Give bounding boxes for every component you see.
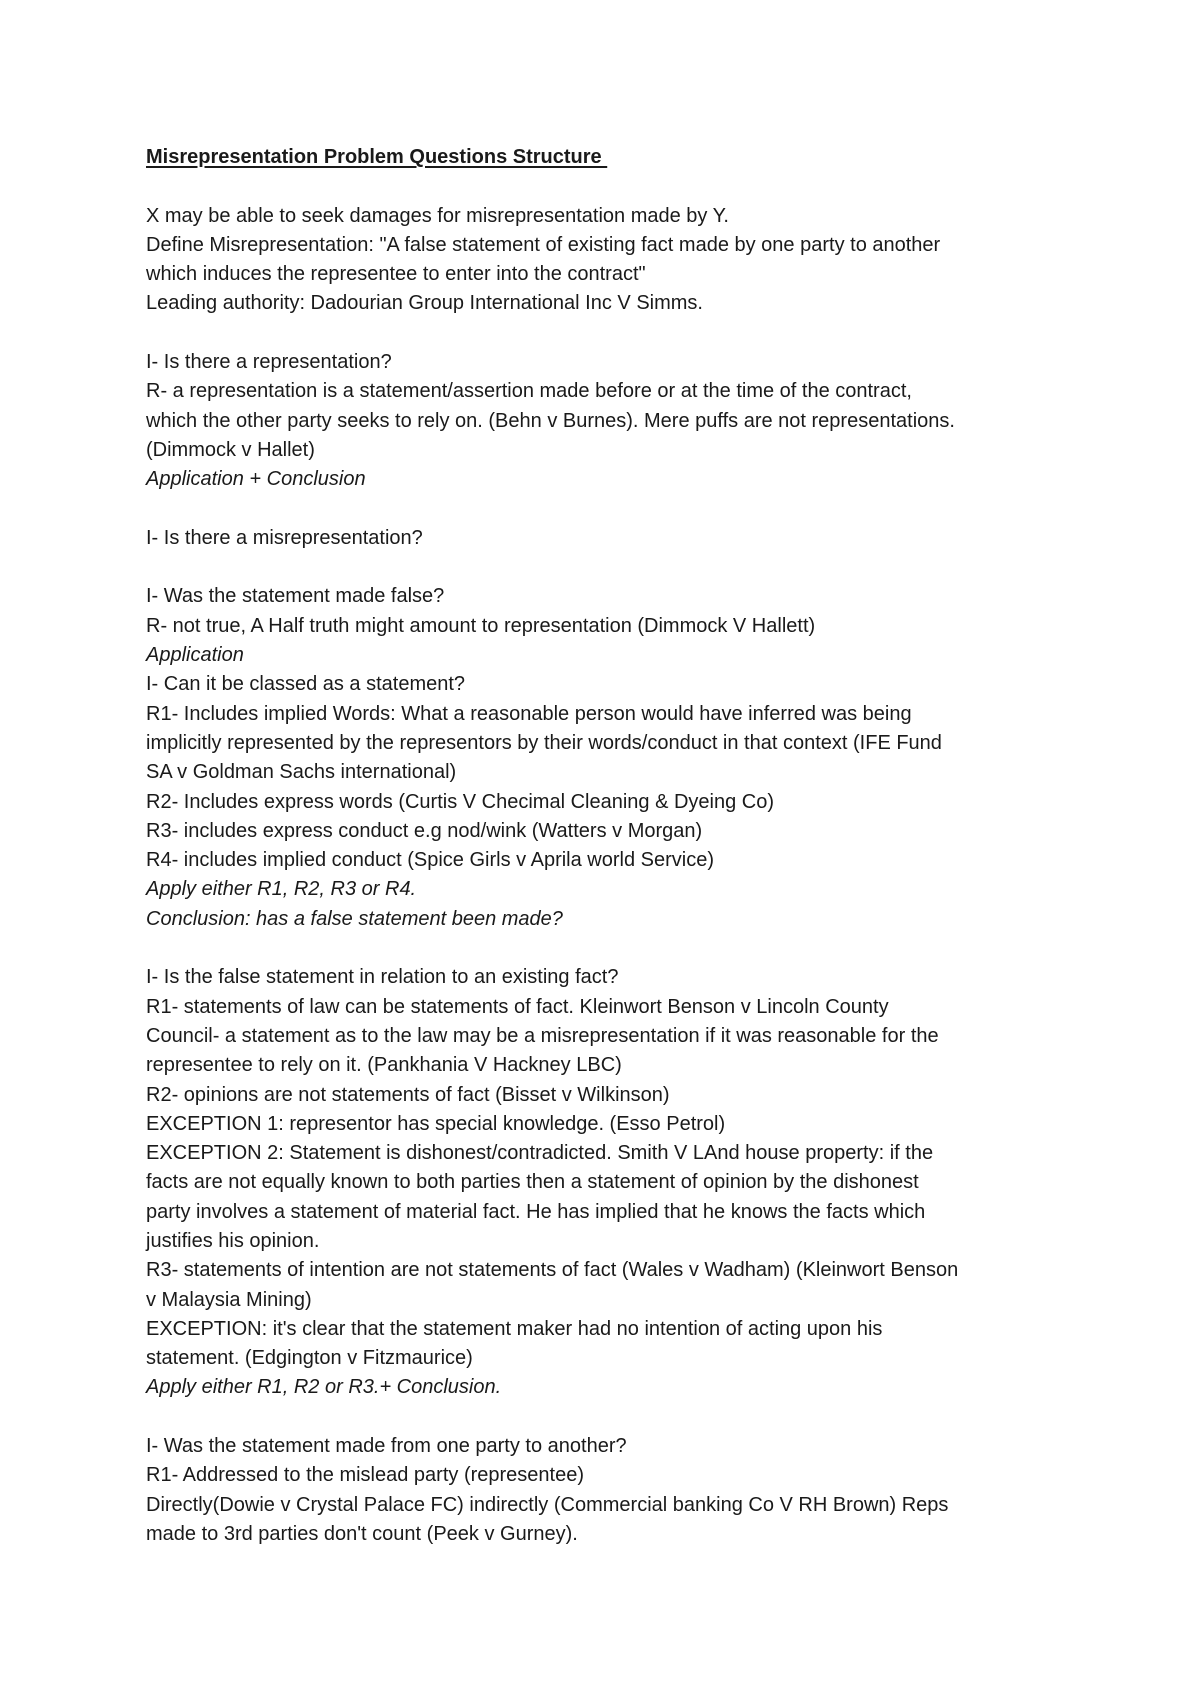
text-line: representee to rely on it. (Pankhania V Hackney LBC): [146, 1054, 622, 1077]
blank-line: [146, 319, 1076, 348]
text-line: Conclusion: has a false statement been made?: [146, 907, 563, 930]
blank-line: [146, 934, 1076, 963]
text-line: R4- includes implied conduct (Spice Girls v Aprila world Service): [146, 849, 714, 872]
document-title: Misrepresentation Problem Questions Structure: [146, 146, 608, 168]
text-line: Directly(Dowie v Crystal Palace FC) indirectly (Commercial banking Co V RH Brown) Reps: [146, 1493, 949, 1516]
document-lines: [146, 172, 1076, 1549]
text-line: which the other party seeks to rely on. (Behn v Burnes). Mere puffs are not representations.: [146, 409, 955, 432]
text-line: R1- Includes implied Words: What a reasonable person would have inferred was being: [146, 702, 912, 725]
text-line: Define Misrepresentation: "A false statement of existing fact made by one party to another: [146, 233, 941, 256]
text-line: R3- statements of intention are not statements of fact (Wales v Wadham) (Kleinwort Benson: [146, 1259, 959, 1282]
text-line: EXCEPTION: it's clear that the statement maker had no intention of acting upon his: [146, 1317, 883, 1340]
text-line: I- Is there a representation?: [146, 351, 392, 374]
text-line: Application: [146, 644, 244, 667]
text-line: (Dimmock v Hallet): [146, 438, 315, 461]
text-line: R2- opinions are not statements of fact (Bisset v Wilkinson): [146, 1083, 670, 1106]
text-line: SA v Goldman Sachs international): [146, 761, 457, 784]
blank-line: [146, 495, 1076, 524]
text-line: justifies his opinion.: [146, 1229, 320, 1252]
document-body: [146, 143, 1076, 1549]
text-line: v Malaysia Mining): [146, 1288, 312, 1311]
text-line: EXCEPTION 1: representor has special knowledge. (Esso Petrol): [146, 1112, 726, 1135]
text-line: I- Was the statement made false?: [146, 585, 445, 608]
text-line: EXCEPTION 2: Statement is dishonest/contradicted. Smith V LAnd house property: if the: [146, 1142, 934, 1165]
text-line: R1- Addressed to the mislead party (representee): [146, 1464, 584, 1487]
blank-line: [146, 553, 1076, 582]
text-line: Council- a statement as to the law may be a misrepresentation if it was reasonable for the: [146, 1024, 939, 1047]
text-line: party involves a statement of material fact. He has implied that he knows the facts which: [146, 1200, 926, 1223]
text-line: which induces the representee to enter into the contract": [146, 263, 646, 286]
blank-line: [146, 172, 1076, 201]
text-line: R3- includes express conduct e.g nod/wink (Watters v Morgan): [146, 819, 703, 842]
blank-line: [146, 1403, 1076, 1432]
text-line: facts are not equally known to both parties then a statement of opinion by the dishonest: [146, 1171, 919, 1194]
text-line: I- Was the statement made from one party to another?: [146, 1435, 627, 1458]
text-line: statement. (Edgington v Fitzmaurice): [146, 1347, 473, 1370]
text-line: Apply either R1, R2 or R3.+ Conclusion.: [146, 1376, 502, 1399]
text-line: I- Is there a misrepresentation?: [146, 526, 423, 549]
text-line: I- Is the false statement in relation to an existing fact?: [146, 966, 619, 989]
text-line: R2- Includes express words (Curtis V Checimal Cleaning & Dyeing Co): [146, 790, 775, 813]
text-line: I- Can it be classed as a statement?: [146, 673, 466, 696]
text-line: made to 3rd parties don't count (Peek v Gurney).: [146, 1522, 578, 1545]
text-line: R- a representation is a statement/assertion made before or at the time of the contract,: [146, 380, 912, 403]
text-line: R- not true, A Half truth might amount to representation (Dimmock V Hallett): [146, 614, 816, 637]
text-line: R1- statements of law can be statements of fact. Kleinwort Benson v Lincoln County: [146, 995, 889, 1018]
text-line: X may be able to seek damages for misrepresentation made by Y.: [146, 204, 729, 227]
text-line: Application + Conclusion: [146, 468, 366, 491]
text-line: implicitly represented by the representors by their words/conduct in that context (IFE Fund: [146, 731, 942, 754]
text-line: Leading authority: Dadourian Group International Inc V Simms.: [146, 292, 703, 315]
text-line: Apply either R1, R2, R3 or R4.: [146, 878, 417, 901]
